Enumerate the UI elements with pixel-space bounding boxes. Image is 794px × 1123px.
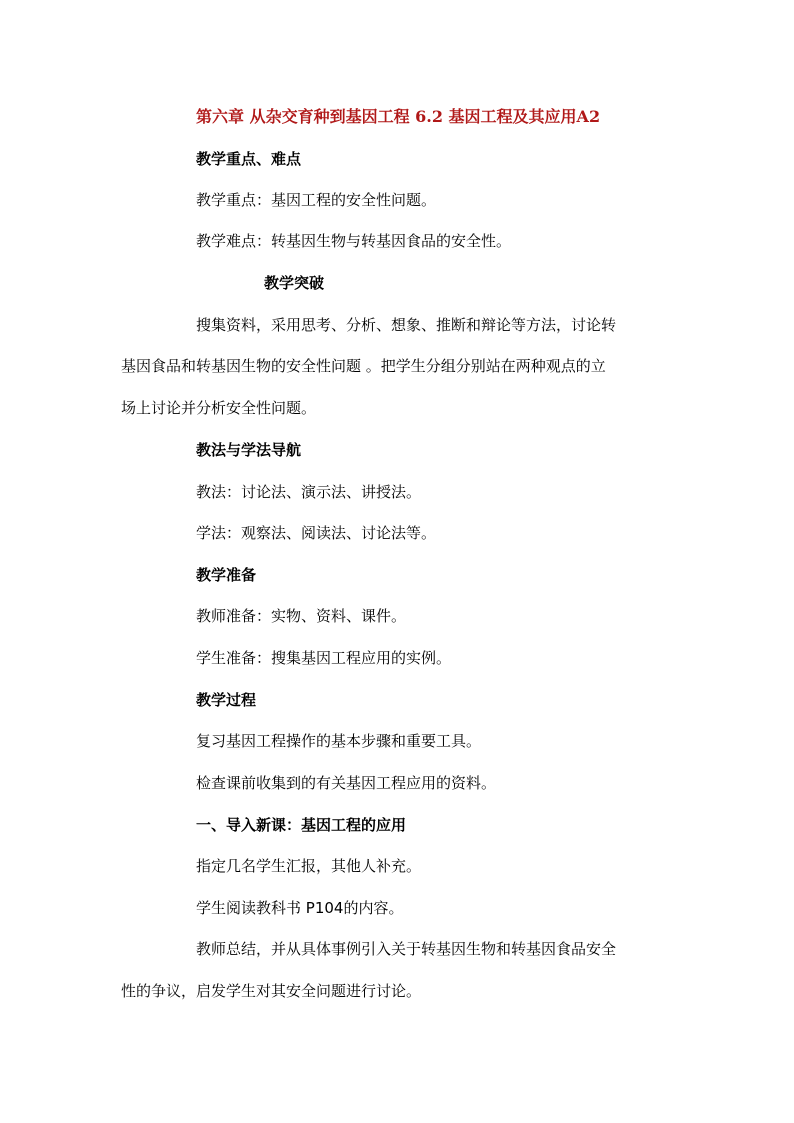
document-title: 第六章 从杂交育种到基因工程 6.2 基因工程及其应用A2 <box>196 107 601 126</box>
report-text: 指定几名学生汇报，其他人补充。 <box>196 857 422 875</box>
summary-paragraph-line-1: 教师总结，并从具体事例引入关于转基因生物和转基因食品安全 <box>196 940 617 958</box>
methods-heading: 教法与学法导航 <box>196 441 302 459</box>
summary-paragraph-line-2: 性的争议，启发学生对其安全问题进行讨论。 <box>121 982 422 1000</box>
focus-difficult-text: 教学难点：转基因生物与转基因食品的安全性。 <box>196 232 512 250</box>
breakthrough-heading: 教学突破 <box>264 274 325 292</box>
read-text: 学生阅读教科书 P104的内容。 <box>196 899 404 917</box>
process-heading: 教学过程 <box>196 691 257 709</box>
teacher-prep-text: 教师准备：实物、资料、课件。 <box>196 607 407 625</box>
student-prep-text: 学生准备：搜集基因工程应用的实例。 <box>196 649 452 667</box>
breakthrough-paragraph-line-2: 基因食品和转基因生物的安全性问题 。把学生分组分别站在两种观点的立 <box>121 357 606 375</box>
prep-heading: 教学准备 <box>196 566 257 584</box>
breakthrough-paragraph-line-3: 场上讨论并分析安全性问题。 <box>121 399 317 417</box>
breakthrough-paragraph-line-1: 搜集资料，采用思考、分析、想象、推断和辩论等方法，讨论转 <box>196 316 617 334</box>
focus-heading: 教学重点、难点 <box>196 150 302 168</box>
learning-method-text: 学法：观察法、阅读法、讨论法等。 <box>196 524 437 542</box>
focus-key-text: 教学重点：基因工程的安全性问题。 <box>196 191 437 209</box>
intro-heading: 一、导入新课：基因工程的应用 <box>196 816 407 834</box>
review-text: 复习基因工程操作的基本步骤和重要工具。 <box>196 732 482 750</box>
teaching-method-text: 教法：讨论法、演示法、讲授法。 <box>196 483 422 501</box>
check-text: 检查课前收集到的有关基因工程应用的资料。 <box>196 774 497 792</box>
